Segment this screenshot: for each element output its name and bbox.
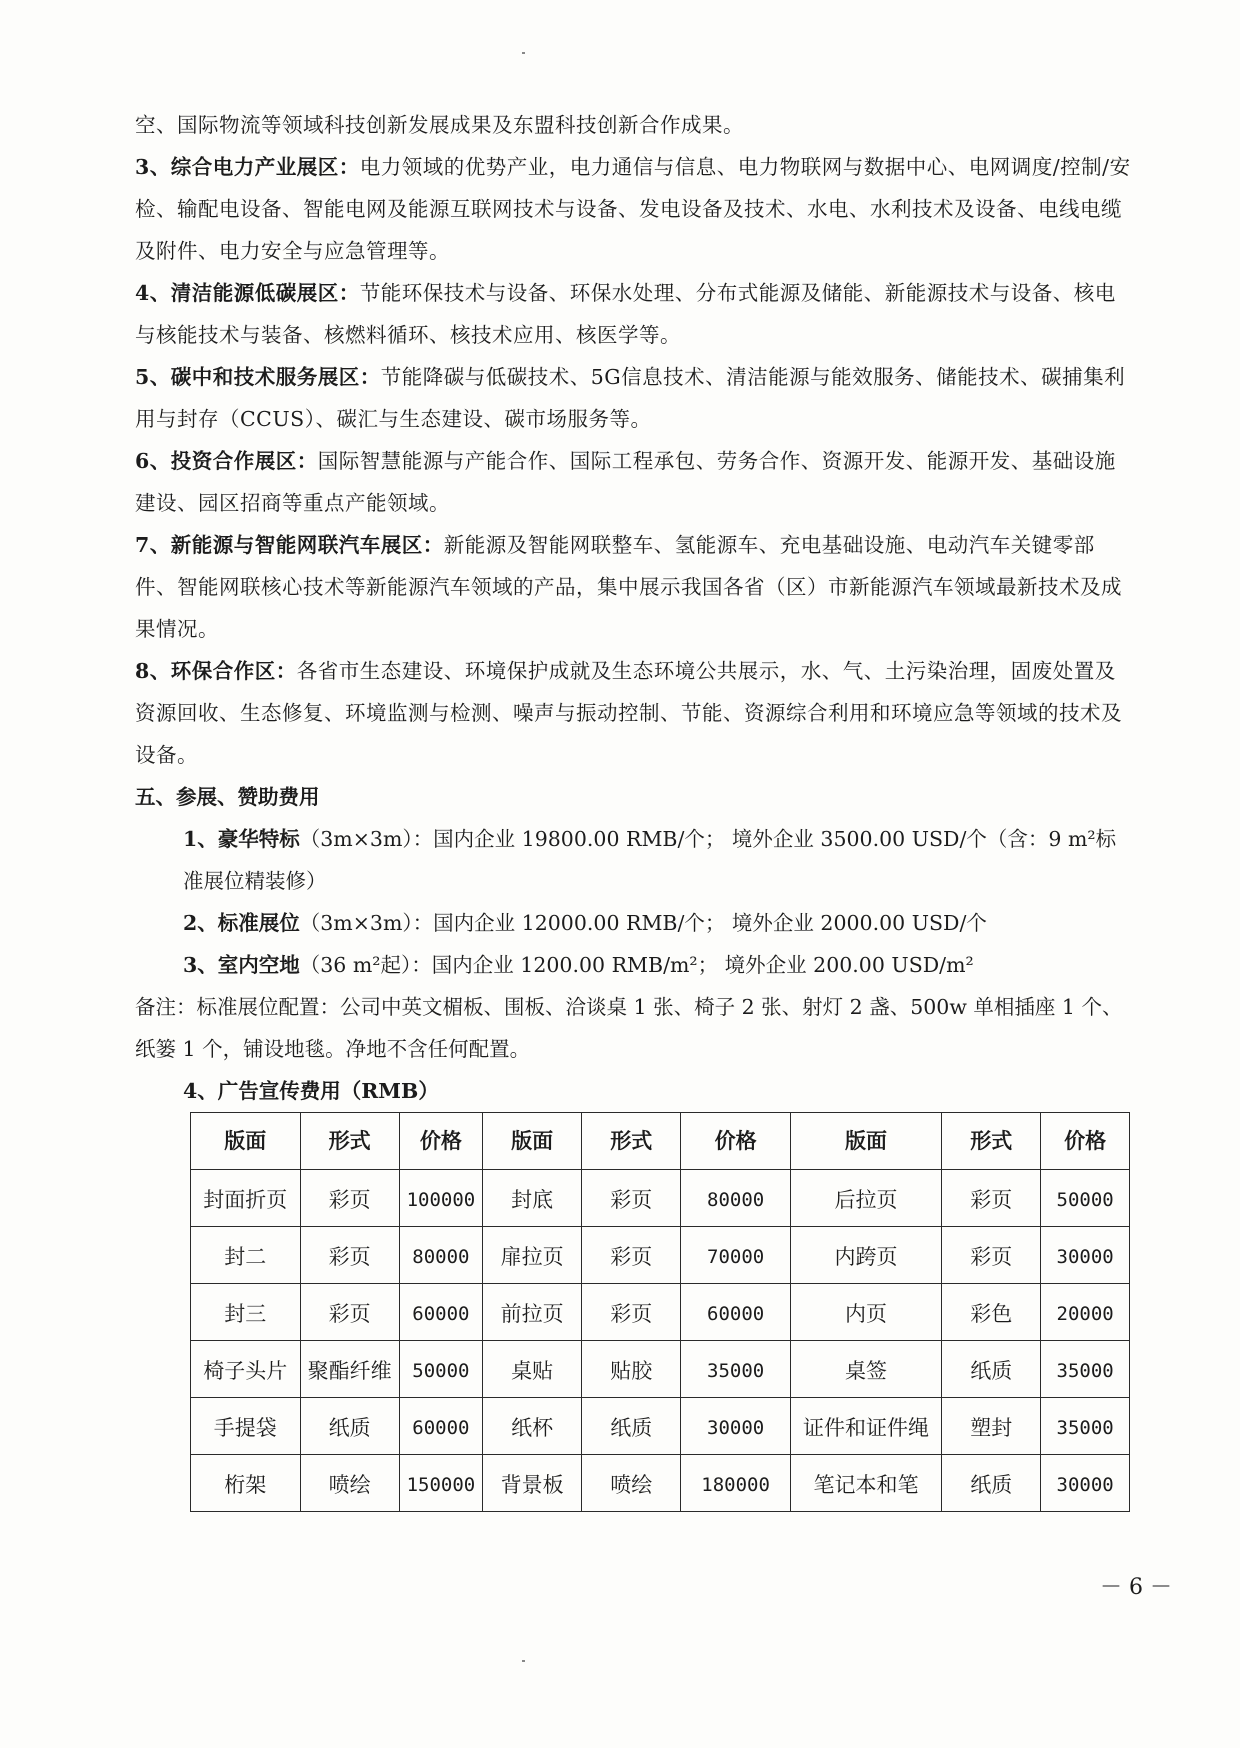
fee-premium-booth: [135, 818, 1135, 902]
price-cell: 30000: [1041, 1455, 1130, 1512]
zone-text: 国际智慧能源与产能合作、国际工程承包、劳务合作、资源开发、能源开发、基础设施建设、园区招商等重点产能领域。: [135, 449, 1116, 515]
zone-title: 5、碳中和技术服务展区：: [135, 365, 381, 389]
table-cell: 喷绘: [300, 1455, 399, 1512]
table-cell: 桌贴: [483, 1341, 582, 1398]
table-cell: 纸杯: [483, 1398, 582, 1455]
table-cell: 内跨页: [790, 1227, 941, 1284]
header-cell: 版面: [790, 1113, 941, 1170]
section-5-title: 五、参展、赞助费用: [135, 785, 320, 809]
zone-text: 节能降碳与低碳技术、5G信息技术、清洁能源与能效服务、储能技术、碳捕集利用与封存（CCUS）、碳汇与生态建设、碳市场服务等。: [135, 365, 1126, 431]
table-cell: 扉拉页: [483, 1227, 582, 1284]
zone-text: 节能环保技术与设备、环保水处理、分布式能源及储能、新能源技术与设备、核电与核能技术与装备、核燃料循环、核技术应用、核医学等。: [135, 281, 1116, 347]
zone-text: 电力领域的优势产业，电力通信与信息、电力物联网与数据中心、电网调度/控制/安检、输配电设备、智能电网及能源互联网技术与设备、发电设备及技术、水电、水利技术及设备、电线电缆及附件、电力安全与应急管理等。: [135, 155, 1131, 263]
table-row: [191, 1341, 1130, 1398]
zone-title: 4、清洁能源低碳展区：: [135, 281, 360, 305]
fee-raw-space: [135, 944, 1135, 986]
table-cell: 笔记本和笔: [790, 1455, 941, 1512]
table-cell: 内页: [790, 1284, 941, 1341]
table-row: [191, 1170, 1130, 1227]
fee-text: （3m×3m）：国内企业 19800.00 RMB/个； 境外企业 3500.00 USD/个（含：9 m²标准展位精装修）: [183, 827, 1117, 893]
table-cell: 背景板: [483, 1455, 582, 1512]
fee-title: 1、豪华特标: [183, 827, 300, 851]
zone-text: 各省市生态建设、环境保护成就及生态环境公共展示，水、气、土污染治理，固废处置及资源回收、生态修复、环境监测与检测、噪声与振动控制、节能、资源综合利用和环境应急等领域的技术及设备。: [135, 659, 1122, 767]
fee-standard-booth: [135, 902, 1135, 944]
price-cell: 35000: [681, 1341, 791, 1398]
zone-5: [135, 356, 1135, 440]
table-cell: 聚酯纤维: [300, 1341, 399, 1398]
header-cell: 版面: [483, 1113, 582, 1170]
fee-title: 2、标准展位: [183, 911, 300, 935]
table-cell: 桁架: [191, 1455, 301, 1512]
zone-7: [135, 524, 1135, 650]
fee-text: （36 m²起）：国内企业 1200.00 RMB/m²； 境外企业 200.00 USD/m²: [299, 953, 974, 977]
table-cell: 后拉页: [790, 1170, 941, 1227]
table-cell: 纸质: [582, 1398, 681, 1455]
zone-8: [135, 650, 1135, 776]
price-cell: 150000: [399, 1455, 482, 1512]
table-cell: 桌签: [790, 1341, 941, 1398]
price-cell: 20000: [1041, 1284, 1130, 1341]
fee-title: 3、室内空地: [183, 953, 300, 977]
table-cell: 彩页: [582, 1284, 681, 1341]
price-cell: 80000: [681, 1170, 791, 1227]
table-cell: 彩页: [300, 1284, 399, 1341]
price-cell: 30000: [681, 1398, 791, 1455]
table-row: [191, 1455, 1130, 1512]
table-cell: 纸质: [942, 1341, 1041, 1398]
price-cell: 50000: [399, 1341, 482, 1398]
table-header-row: [191, 1113, 1130, 1170]
price-cell: 70000: [681, 1227, 791, 1284]
ad-section-title: 4、广告宣传费用（RMB）: [183, 1079, 439, 1103]
table-cell: 椅子头片: [191, 1341, 301, 1398]
header-cell: 形式: [582, 1113, 681, 1170]
table-cell: 证件和证件绳: [790, 1398, 941, 1455]
zone-title: 8、环保合作区：: [135, 659, 297, 683]
header-cell: 形式: [942, 1113, 1041, 1170]
table-cell: 彩页: [582, 1170, 681, 1227]
price-cell: 100000: [399, 1170, 482, 1227]
ad-price-table: [190, 1112, 1130, 1512]
header-cell: 价格: [1041, 1113, 1130, 1170]
price-cell: 60000: [399, 1284, 482, 1341]
table-cell: 贴胶: [582, 1341, 681, 1398]
price-cell: 80000: [399, 1227, 482, 1284]
intro-line: 空、国际物流等领域科技创新发展成果及东盟科技创新合作成果。: [135, 113, 744, 137]
table-cell: 彩页: [300, 1227, 399, 1284]
price-cell: 60000: [681, 1284, 791, 1341]
table-cell: 封底: [483, 1170, 582, 1227]
table-cell: 纸质: [942, 1455, 1041, 1512]
table-row: [191, 1398, 1130, 1455]
table-cell: 彩页: [942, 1227, 1041, 1284]
zone-title: 6、投资合作展区：: [135, 449, 318, 473]
table-row: [191, 1227, 1130, 1284]
zone-text: 新能源及智能网联整车、氢能源车、充电基础设施、电动汽车关键零部件、智能网联核心技术等新能源汽车领域的产品，集中展示我国各省（区）市新能源汽车领域最新技术及成果情况。: [135, 533, 1122, 641]
table-cell: 封面折页: [191, 1170, 301, 1227]
scan-speck: [522, 52, 525, 54]
table-cell: 彩页: [582, 1227, 681, 1284]
price-cell: 30000: [1041, 1227, 1130, 1284]
zone-title: 3、综合电力产业展区：: [135, 155, 360, 179]
price-cell: 50000: [1041, 1170, 1130, 1227]
price-cell: 60000: [399, 1398, 482, 1455]
price-cell: 180000: [681, 1455, 791, 1512]
booth-note: 备注：标准展位配置：公司中英文楣板、围板、洽谈桌 1 张、椅子 2 张、射灯 2 盏、500w 单相插座 1 个、纸篓 1 个，铺设地毯。净地不含任何配置。: [135, 995, 1123, 1061]
fee-text: （3m×3m）：国内企业 12000.00 RMB/个； 境外企业 2000.00 USD/个: [299, 911, 987, 935]
header-cell: 形式: [300, 1113, 399, 1170]
table-cell: 彩色: [942, 1284, 1041, 1341]
page-number: － 6 －: [1100, 1575, 1172, 1600]
scan-speck: [522, 1660, 525, 1662]
table-cell: 封二: [191, 1227, 301, 1284]
table-cell: 彩页: [300, 1170, 399, 1227]
table-cell: 纸质: [300, 1398, 399, 1455]
table-cell: 彩页: [942, 1170, 1041, 1227]
zone-4: [135, 272, 1135, 356]
table-cell: 塑封: [942, 1398, 1041, 1455]
table-cell: 手提袋: [191, 1398, 301, 1455]
price-cell: 35000: [1041, 1341, 1130, 1398]
header-cell: 价格: [399, 1113, 482, 1170]
header-cell: 价格: [681, 1113, 791, 1170]
table-row: [191, 1284, 1130, 1341]
zone-title: 7、新能源与智能网联汽车展区：: [135, 533, 444, 557]
header-cell: 版面: [191, 1113, 301, 1170]
zone-6: [135, 440, 1135, 524]
table-cell: 前拉页: [483, 1284, 582, 1341]
price-cell: 35000: [1041, 1398, 1130, 1455]
zone-3: [135, 146, 1135, 272]
table-cell: 喷绘: [582, 1455, 681, 1512]
table-cell: 封三: [191, 1284, 301, 1341]
